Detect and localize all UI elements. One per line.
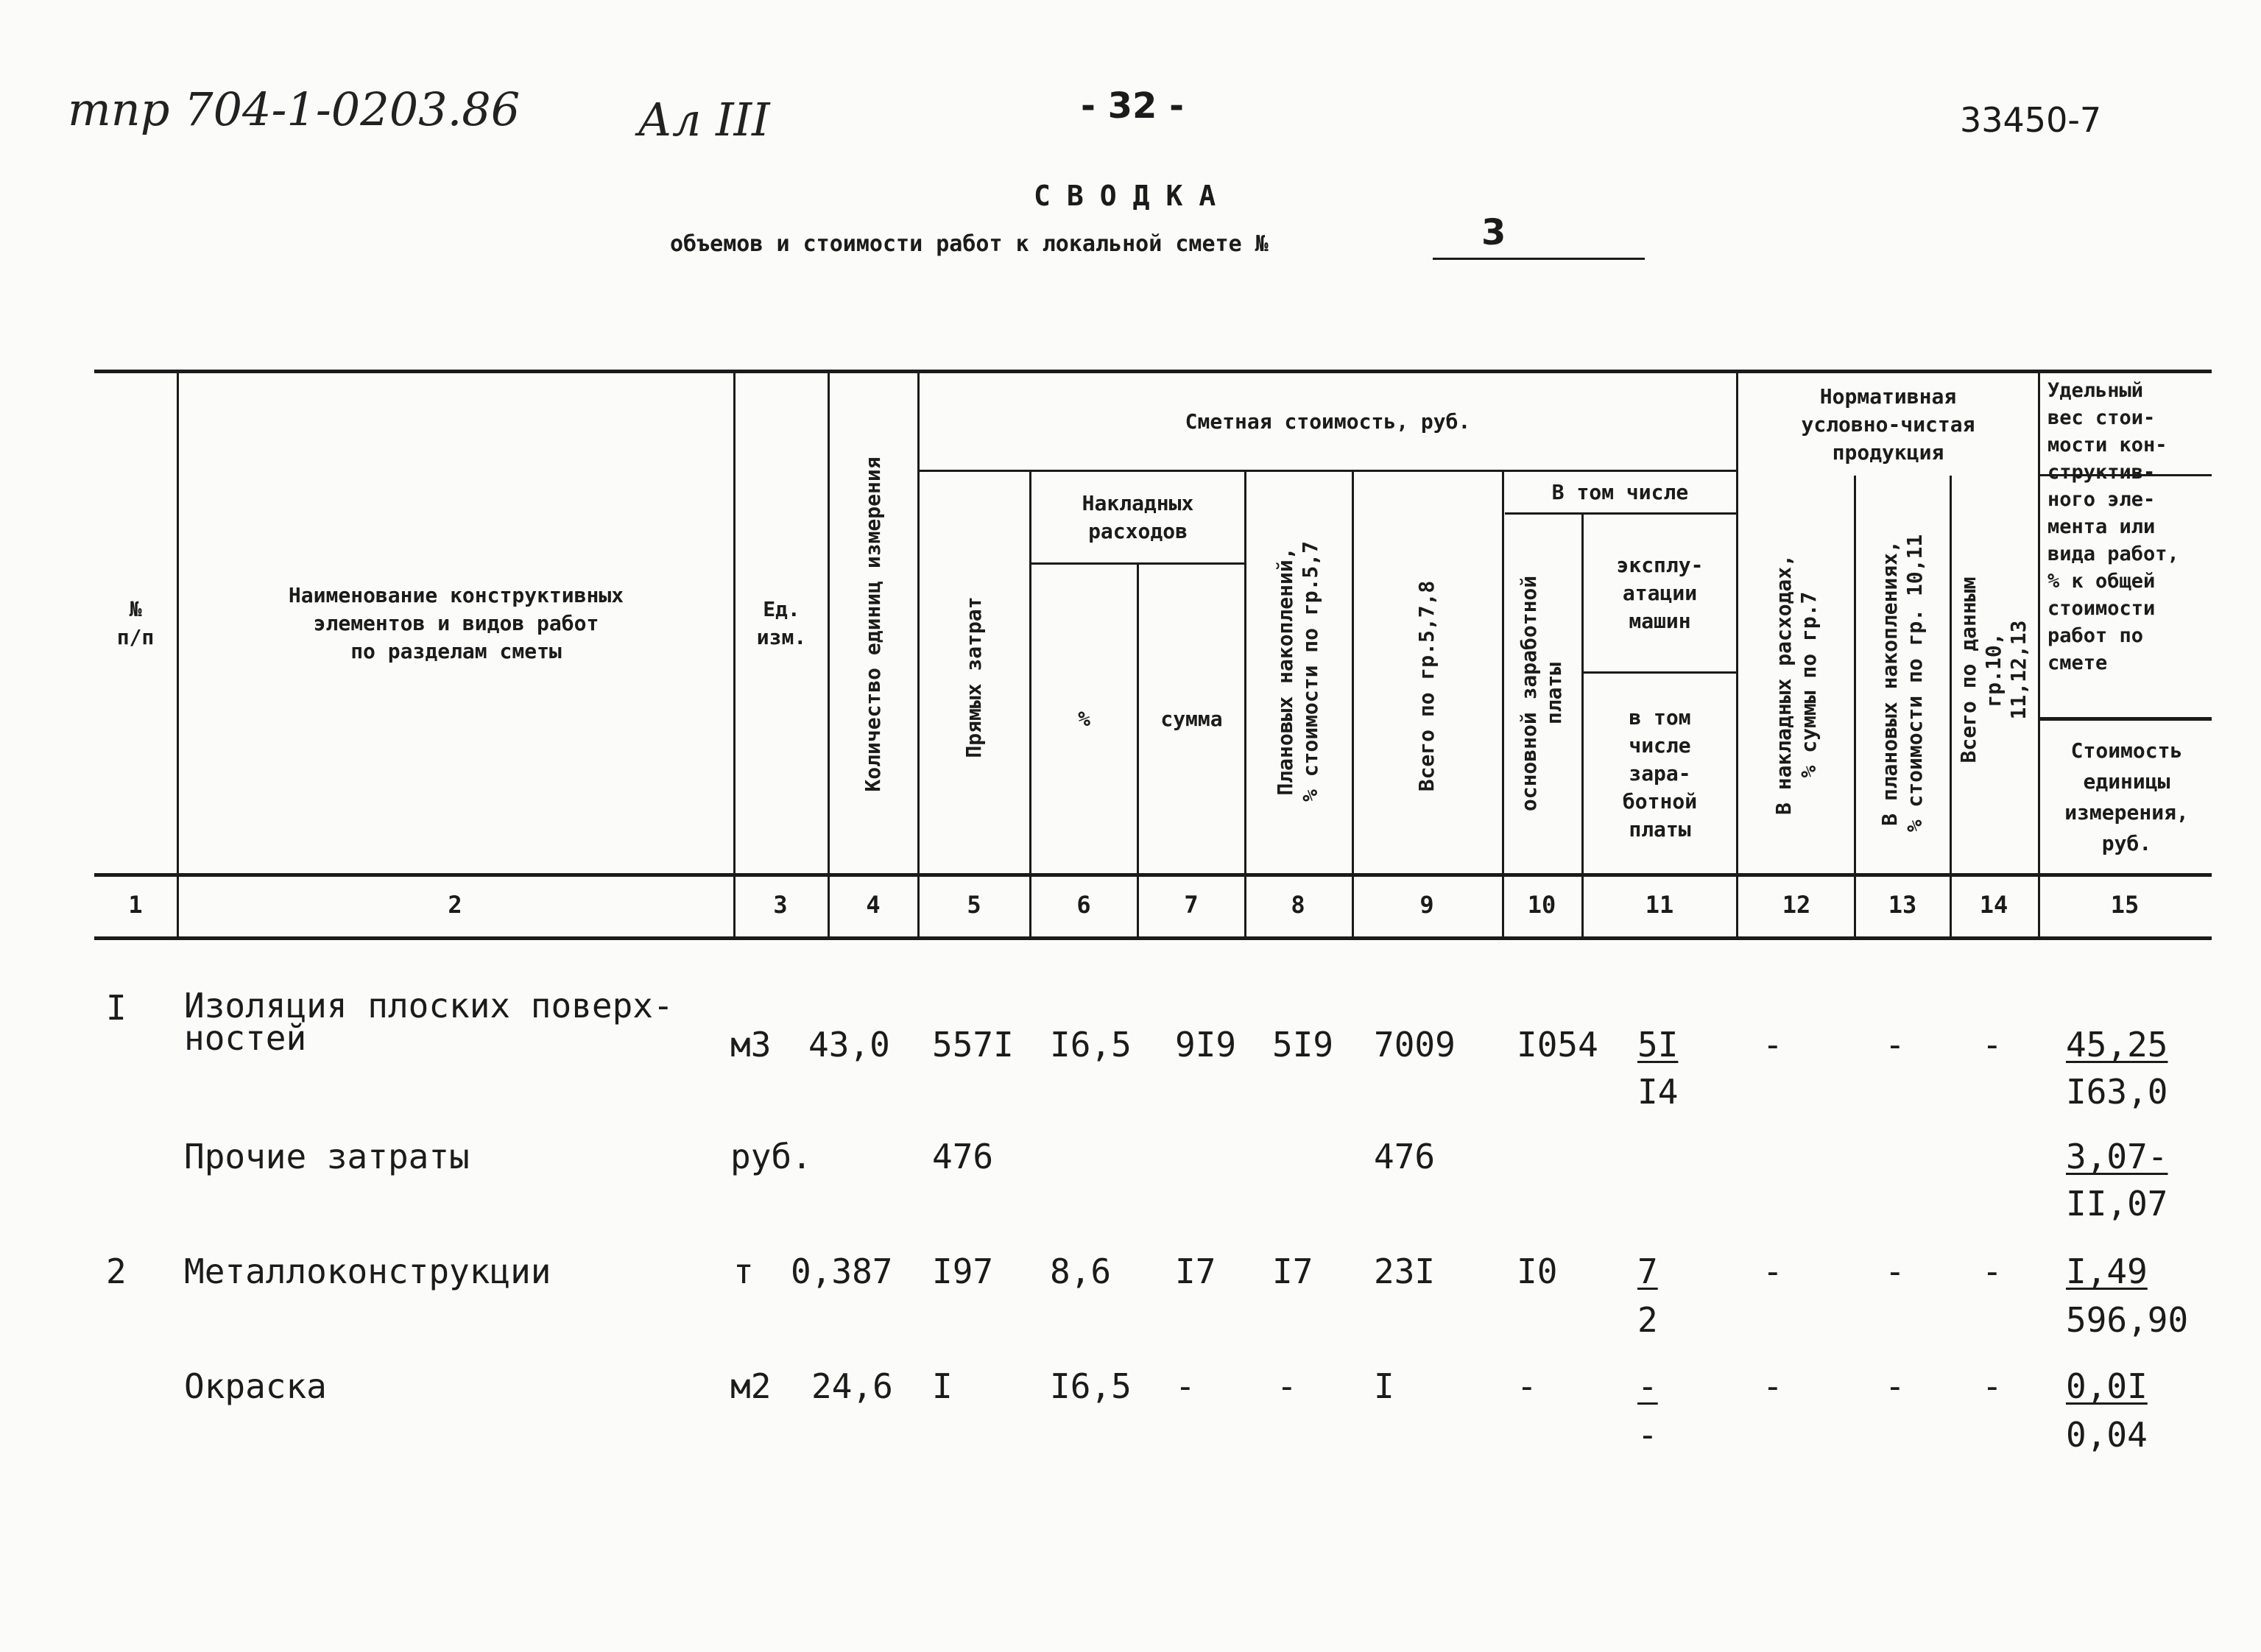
row-norm-overhead: - [1763, 1366, 1783, 1406]
row-planned-savings: 5I9 [1272, 1025, 1334, 1065]
row-norm-overhead: - [1763, 1252, 1783, 1291]
row-direct-costs: I97 [932, 1252, 994, 1291]
row-overhead-sum: I7 [1175, 1252, 1216, 1291]
smeta-number-underline [1433, 258, 1645, 260]
row-unit: м2 [730, 1366, 772, 1406]
row-base-wages: I0 [1517, 1252, 1558, 1291]
row-planned-savings: I7 [1272, 1252, 1313, 1291]
column-number: 8 [1291, 891, 1305, 919]
row-total: 7009 [1374, 1025, 1456, 1065]
column-number: 13 [1888, 891, 1917, 919]
header-total: Всего по гр.5,7,8 [1414, 580, 1439, 792]
row-base-wages: - [1517, 1366, 1537, 1406]
header-unit: Ед. изм. [756, 596, 807, 649]
header-direct-costs: Прямых затрат [962, 596, 986, 758]
header-row-number: № п/п [116, 596, 155, 649]
row-planned-savings: - [1277, 1366, 1297, 1406]
header-total-by-data: Всего по данным гр.10, 11,12,13 [1956, 576, 2031, 763]
column-number: 12 [1782, 891, 1811, 919]
header-overhead-sum: сумма [1160, 706, 1223, 731]
smeta-number: 3 [1481, 212, 1506, 253]
page-number: - 32 - [1081, 85, 1185, 127]
row-unit: м3 [730, 1025, 772, 1065]
header-element-name: Наименование конструктивных элементов и видов работ по разделам сметы [288, 582, 624, 663]
column-number: 15 [2110, 891, 2140, 919]
row-direct-costs: 557I [932, 1025, 1014, 1065]
row-unit-cost: 596,90 [2066, 1300, 2189, 1340]
row-norm-total: - [1982, 1252, 2003, 1291]
column-number: 10 [1527, 891, 1556, 919]
row-machine-wages: 2 [1637, 1300, 1658, 1340]
row-direct-costs: I [932, 1366, 953, 1406]
column-number: 6 [1076, 891, 1091, 919]
row-machine-operation: 7 [1637, 1252, 1658, 1291]
column-number: 2 [448, 891, 462, 919]
header-in-planned-savings: В плановых накоплениях, % стоимости по гр. 10,11 [1877, 534, 1927, 833]
column-number: 1 [128, 891, 143, 919]
row-unit-cost: 0,04 [2066, 1415, 2148, 1455]
row-unit-cost: I63,0 [2066, 1072, 2168, 1112]
row-base-wages: I054 [1517, 1025, 1598, 1065]
row-direct-costs: 476 [932, 1137, 994, 1176]
row-machine-operation: - [1637, 1366, 1658, 1406]
row-norm-planned: - [1885, 1366, 1905, 1406]
row-total: 476 [1374, 1137, 1436, 1176]
row-norm-planned: - [1885, 1252, 1905, 1291]
column-number: 7 [1184, 891, 1199, 919]
row-overhead-percent: I6,5 [1050, 1025, 1132, 1065]
column-number: 3 [773, 891, 788, 919]
row-number: I [106, 988, 127, 1028]
row-name: Прочие затраты [184, 1137, 470, 1176]
header-base-wages: основной заработной платы [1517, 575, 1566, 812]
album-number: Ал III [638, 93, 770, 147]
header-overhead: Накладных расходов [1082, 490, 1194, 543]
row-overhead-percent: I6,5 [1050, 1366, 1132, 1406]
header-specific-weight: Удельный вес стои- мости кон- структив- ного эле- мента или вида работ, % к общей стоимости работ по смете [2047, 379, 2179, 674]
row-unit: т [733, 1252, 754, 1291]
row-machine-wages: I4 [1637, 1072, 1679, 1112]
header-normative-production: Нормативная условно-чистая продукция [1801, 384, 1975, 465]
page-subtitle: объемов и стоимости работ к локальной смете № [670, 231, 1269, 257]
row-total: I [1374, 1366, 1394, 1406]
document-number: 33450-7 [1960, 100, 2102, 140]
row-overhead-sum: 9I9 [1175, 1025, 1237, 1065]
row-total: 23I [1374, 1252, 1436, 1291]
column-number: 4 [866, 891, 881, 919]
row-quantity: 43,0 [808, 1025, 890, 1065]
row-name: Изоляция плоских поверх- [184, 986, 674, 1026]
row-overhead-percent: 8,6 [1050, 1252, 1112, 1291]
header-including: В том числе [1551, 479, 1689, 504]
row-quantity: 24,6 [811, 1366, 893, 1406]
page-title: СВОДКА [1034, 180, 1232, 212]
column-number: 11 [1645, 891, 1674, 919]
row-norm-overhead: - [1763, 1025, 1783, 1065]
header-estimated-cost: Сметная стоимость, руб. [1185, 409, 1471, 434]
row-quantity: 0,387 [791, 1252, 893, 1291]
header-machine-wages: в том числе зара- ботной платы [1622, 705, 1698, 841]
row-unit-cost: II,07 [2066, 1184, 2168, 1224]
row-norm-planned: - [1885, 1025, 1905, 1065]
row-specific-weight: 0,0I [2066, 1366, 2148, 1406]
row-overhead-sum: - [1175, 1366, 1196, 1406]
row-name: Окраска [184, 1366, 327, 1406]
column-number: 9 [1419, 891, 1434, 919]
header-unit-cost: Стоимость единицы измерения, руб. [2064, 738, 2189, 855]
row-number: 2 [106, 1252, 127, 1291]
document-code: тпр 704-1-0203.86 [68, 82, 521, 136]
header-machine-operation: эксплу- атации машин [1616, 552, 1704, 633]
row-specific-weight: 3,07- [2066, 1137, 2168, 1176]
header-overhead-percent: % [1078, 706, 1090, 731]
row-specific-weight: 45,25 [2066, 1025, 2168, 1065]
row-machine-operation: 5I [1637, 1025, 1679, 1065]
row-specific-weight: I,49 [2066, 1252, 2148, 1291]
row-unit: руб. [730, 1137, 812, 1176]
row-norm-total: - [1982, 1025, 2003, 1065]
column-number: 14 [1979, 891, 2008, 919]
header-in-overhead: В накладных расходах, % суммы по гр.7 [1771, 554, 1821, 816]
header-planned-savings: Плановых накоплений, % стоимости по гр.5,7 [1273, 540, 1322, 802]
row-name: Металлоконструкции [184, 1252, 551, 1291]
column-number: 5 [967, 891, 981, 919]
row-norm-total: - [1982, 1366, 2003, 1406]
row-name-continuation: ностей [184, 1018, 307, 1058]
header-quantity: Количество единиц измерения [861, 456, 885, 792]
row-machine-wages: - [1637, 1415, 1658, 1455]
